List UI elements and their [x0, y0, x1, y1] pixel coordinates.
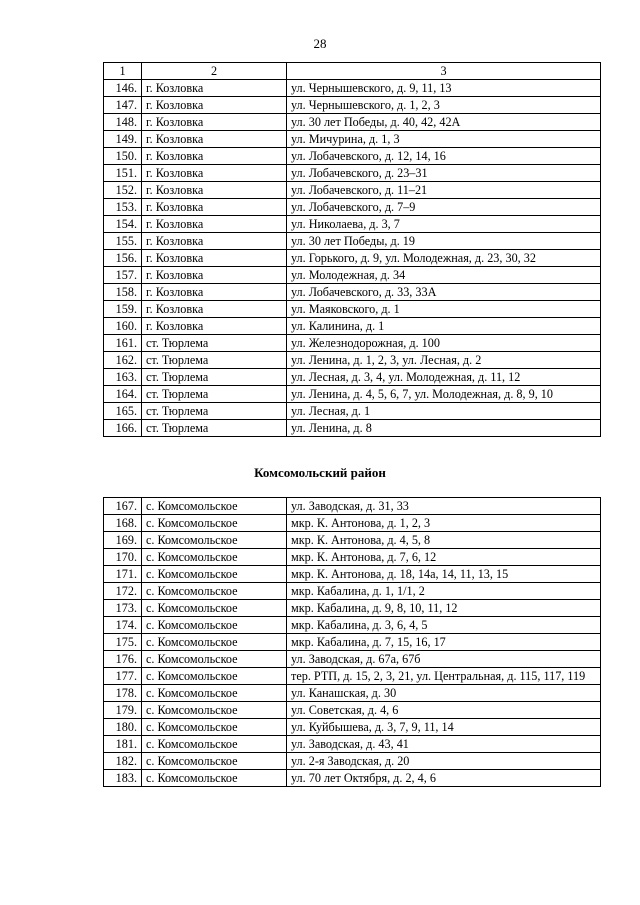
table-row: [104, 702, 601, 719]
row-locality: г. Козловка: [142, 267, 287, 284]
table-row: [104, 515, 601, 532]
row-address: ул. Горького, д. 9, ул. Молодежная, д. 23, 30, 32: [287, 250, 601, 267]
row-number: 159.: [104, 301, 142, 318]
table-row: [104, 420, 601, 437]
row-number: 168.: [104, 515, 142, 532]
row-locality: ст. Тюрлема: [142, 420, 287, 437]
row-number: 182.: [104, 753, 142, 770]
row-locality: с. Комсомольское: [142, 515, 287, 532]
row-number: 150.: [104, 148, 142, 165]
row-address: ул. Заводская, д. 31, 33: [287, 498, 601, 515]
row-locality: г. Козловка: [142, 131, 287, 148]
table-row: [104, 369, 601, 386]
row-locality: г. Козловка: [142, 216, 287, 233]
row-number: 160.: [104, 318, 142, 335]
page-number: 28: [313, 36, 327, 51]
row-address: ул. Николаева, д. 3, 7: [287, 216, 601, 233]
row-locality: г. Козловка: [142, 165, 287, 182]
row-number: 156.: [104, 250, 142, 267]
row-number: 155.: [104, 233, 142, 250]
row-address: ул. Чернышевского, д. 9, 11, 13: [287, 80, 601, 97]
row-locality: г. Козловка: [142, 233, 287, 250]
row-number: 173.: [104, 600, 142, 617]
row-number: 164.: [104, 386, 142, 403]
row-address: ул. Мичурина, д. 1, 3: [287, 131, 601, 148]
row-address: ул. Лобачевского, д. 33, 33А: [287, 284, 601, 301]
section-heading-komsomolsky-district: Комсомольский район: [254, 465, 386, 480]
table-row: [104, 532, 601, 549]
row-address: ул. Советская, д. 4, 6: [287, 702, 601, 719]
row-number: 152.: [104, 182, 142, 199]
row-number: 154.: [104, 216, 142, 233]
table-row: [104, 770, 601, 787]
row-locality: с. Комсомольское: [142, 617, 287, 634]
row-locality: с. Комсомольское: [142, 736, 287, 753]
row-address: ул. 70 лет Октября, д. 2, 4, 6: [287, 770, 601, 787]
row-address: ул. Лобачевского, д. 7–9: [287, 199, 601, 216]
row-locality: г. Козловка: [142, 284, 287, 301]
table-row: [104, 719, 601, 736]
row-locality: г. Козловка: [142, 301, 287, 318]
table-row: [104, 80, 601, 97]
row-locality: с. Комсомольское: [142, 770, 287, 787]
row-address: ул. Молодежная, д. 34: [287, 267, 601, 284]
row-address: ул. Лобачевского, д. 23–31: [287, 165, 601, 182]
table-row: [104, 386, 601, 403]
row-number: 166.: [104, 420, 142, 437]
row-locality: с. Комсомольское: [142, 685, 287, 702]
table-row: [104, 301, 601, 318]
row-number: 158.: [104, 284, 142, 301]
row-number: 170.: [104, 549, 142, 566]
table-header-row: [104, 63, 601, 80]
row-number: 149.: [104, 131, 142, 148]
row-locality: с. Комсомольское: [142, 532, 287, 549]
row-locality: ст. Тюрлема: [142, 386, 287, 403]
row-address: ул. Лобачевского, д. 12, 14, 16: [287, 148, 601, 165]
row-number: 183.: [104, 770, 142, 787]
row-number: 165.: [104, 403, 142, 420]
row-address: ул. Лобачевского, д. 11–21: [287, 182, 601, 199]
row-number: 176.: [104, 651, 142, 668]
row-locality: с. Комсомольское: [142, 583, 287, 600]
table-row: [104, 753, 601, 770]
row-address: мкр. Кабалина, д. 3, 6, 4, 5: [287, 617, 601, 634]
table-row: [104, 549, 601, 566]
table-row: [104, 318, 601, 335]
row-address: ул. Лесная, д. 3, 4, ул. Молодежная, д. 11, 12: [287, 369, 601, 386]
row-number: 153.: [104, 199, 142, 216]
table-row: [104, 131, 601, 148]
row-number: 146.: [104, 80, 142, 97]
row-number: 157.: [104, 267, 142, 284]
row-address: ул. Лесная, д. 1: [287, 403, 601, 420]
table-row: [104, 600, 601, 617]
table-row: [104, 566, 601, 583]
row-number: 148.: [104, 114, 142, 131]
row-number: 178.: [104, 685, 142, 702]
row-locality: г. Козловка: [142, 182, 287, 199]
row-address: ул. Железнодорожная, д. 100: [287, 335, 601, 352]
row-locality: ст. Тюрлема: [142, 369, 287, 386]
row-locality: г. Козловка: [142, 250, 287, 267]
column-header-locality: 2: [142, 63, 287, 80]
table-row: [104, 668, 601, 685]
row-locality: с. Комсомольское: [142, 634, 287, 651]
row-locality: г. Козловка: [142, 318, 287, 335]
table-row: [104, 233, 601, 250]
table-row: [104, 114, 601, 131]
row-address: мкр. Кабалина, д. 9, 8, 10, 11, 12: [287, 600, 601, 617]
row-locality: г. Козловка: [142, 97, 287, 114]
table-row: [104, 216, 601, 233]
row-locality: г. Козловка: [142, 80, 287, 97]
row-number: 162.: [104, 352, 142, 369]
row-address: ул. Канашская, д. 30: [287, 685, 601, 702]
row-address: мкр. К. Антонова, д. 18, 14а, 14, 11, 13, 15: [287, 566, 601, 583]
row-locality: ст. Тюрлема: [142, 403, 287, 420]
row-address: ул. Ленина, д. 8: [287, 420, 601, 437]
row-number: 180.: [104, 719, 142, 736]
row-number: 161.: [104, 335, 142, 352]
address-table-komsomolsky: [103, 497, 601, 787]
row-number: 163.: [104, 369, 142, 386]
row-address: ул. Заводская, д. 67а, 67б: [287, 651, 601, 668]
row-address: мкр. Кабалина, д. 7, 15, 16, 17: [287, 634, 601, 651]
table-row: [104, 583, 601, 600]
row-address: ул. Калинина, д. 1: [287, 318, 601, 335]
table-row: [104, 199, 601, 216]
row-locality: с. Комсомольское: [142, 600, 287, 617]
row-number: 167.: [104, 498, 142, 515]
row-address: ул. Куйбышева, д. 3, 7, 9, 11, 14: [287, 719, 601, 736]
table-row: [104, 182, 601, 199]
row-address: мкр. Кабалина, д. 1, 1/1, 2: [287, 583, 601, 600]
row-number: 147.: [104, 97, 142, 114]
table-row: [104, 736, 601, 753]
row-address: ул. Ленина, д. 1, 2, 3, ул. Лесная, д. 2: [287, 352, 601, 369]
table-row: [104, 97, 601, 114]
row-address: ул. 30 лет Победы, д. 40, 42, 42А: [287, 114, 601, 131]
table-row: [104, 165, 601, 182]
row-address: тер. РТП, д. 15, 2, 3, 21, ул. Центральная, д. 115, 117, 119: [287, 668, 601, 685]
table-row: [104, 352, 601, 369]
row-locality: с. Комсомольское: [142, 753, 287, 770]
row-address: ул. Заводская, д. 43, 41: [287, 736, 601, 753]
row-number: 177.: [104, 668, 142, 685]
row-locality: г. Козловка: [142, 114, 287, 131]
row-number: 171.: [104, 566, 142, 583]
row-locality: г. Козловка: [142, 148, 287, 165]
row-locality: с. Комсомольское: [142, 702, 287, 719]
row-address: ул. 30 лет Победы, д. 19: [287, 233, 601, 250]
table-row: [104, 651, 601, 668]
table-row: [104, 403, 601, 420]
row-address: мкр. К. Антонова, д. 7, 6, 12: [287, 549, 601, 566]
table-row: [104, 148, 601, 165]
row-locality: ст. Тюрлема: [142, 352, 287, 369]
row-locality: с. Комсомольское: [142, 566, 287, 583]
row-locality: с. Комсомольское: [142, 498, 287, 515]
column-header-address: 3: [287, 63, 601, 80]
table-row: [104, 634, 601, 651]
table-row: [104, 498, 601, 515]
row-number: 175.: [104, 634, 142, 651]
table-row: [104, 250, 601, 267]
column-header-number: 1: [104, 63, 142, 80]
row-address: ул. Ленина, д. 4, 5, 6, 7, ул. Молодежная, д. 8, 9, 10: [287, 386, 601, 403]
row-address: ул. 2-я Заводская, д. 20: [287, 753, 601, 770]
row-number: 151.: [104, 165, 142, 182]
table-row: [104, 685, 601, 702]
row-address: мкр. К. Антонова, д. 1, 2, 3: [287, 515, 601, 532]
row-address: мкр. К. Антонова, д. 4, 5, 8: [287, 532, 601, 549]
row-number: 169.: [104, 532, 142, 549]
row-locality: с. Комсомольское: [142, 719, 287, 736]
row-address: ул. Чернышевского, д. 1, 2, 3: [287, 97, 601, 114]
row-number: 174.: [104, 617, 142, 634]
table-row: [104, 335, 601, 352]
address-table-kozlovka: [103, 62, 601, 437]
row-locality: ст. Тюрлема: [142, 335, 287, 352]
row-number: 179.: [104, 702, 142, 719]
row-locality: с. Комсомольское: [142, 651, 287, 668]
row-locality: с. Комсомольское: [142, 549, 287, 566]
table-row: [104, 617, 601, 634]
table-row: [104, 284, 601, 301]
row-locality: г. Козловка: [142, 199, 287, 216]
row-number: 172.: [104, 583, 142, 600]
row-number: 181.: [104, 736, 142, 753]
table-row: [104, 267, 601, 284]
row-address: ул. Маяковского, д. 1: [287, 301, 601, 318]
row-locality: с. Комсомольское: [142, 668, 287, 685]
